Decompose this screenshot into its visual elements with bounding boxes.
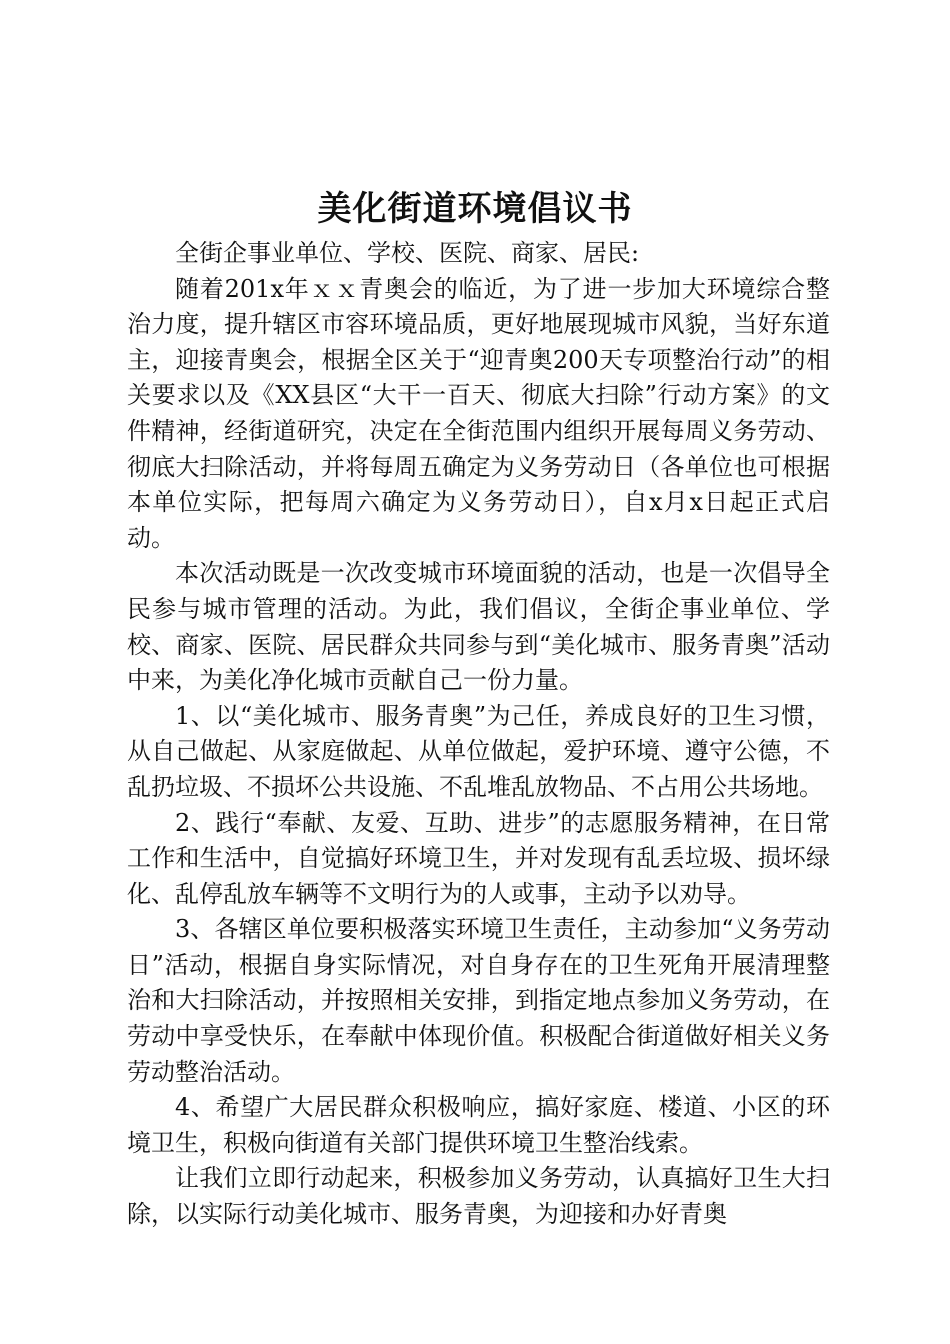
paragraph-intro: 随着201x年ｘｘ青奥会的临近，为了进一步加大环境综合整治力度，提升辖区市容环境品质，更好地展现城市风貌，当好东道主，迎接青奥会，根据全区关于“迎青奥200天专项整治行动”的相关要求以及《XX县区“大干一百天、彻底大扫除”行动方案》的文件精神，经街道研究，决定在全街范围内组织开展每周义务劳动、彻底大扫除活动，并将每周五确定为义务劳动日（各单位也可根据本单位实际，把每周六确定为义务劳动日），自x月x日起正式启动。 — [127, 274, 830, 552]
document-body — [127, 236, 830, 1233]
paragraph-purpose: 本次活动既是一次改变城市环境面貌的活动，也是一次倡导全民参与城市管理的活动。为此，我们倡议，全街企事业单位、学校、商家、医院、居民群众共同参与到“美化城市、服务青奥”活动中来，为美化净化城市贡献自己一份力量。 — [127, 559, 830, 695]
paragraph-item-1: 1、以“美化城市、服务青奥”为己任，养成良好的卫生习惯，从自己做起、从家庭做起、从单位做起，爱护环境、遵守公德，不乱扔垃圾、不损坏公共设施、不乱堆乱放物品、不占用公共场地。 — [127, 701, 830, 801]
salutation: 全街企事业单位、学校、医院、商家、居民: — [175, 239, 640, 267]
paragraph-closing: 让我们立即行动起来，积极参加义务劳动，认真搞好卫生大扫除，以实际行动美化城市、服务青奥，为迎接和办好青奥 — [127, 1164, 830, 1229]
paragraph-item-3: 3、各辖区单位要积极落实环境卫生责任，主动参加“义务劳动日”活动，根据自身实际情况，对自身存在的卫生死角开展清理整治和大扫除活动，并按照相关安排，到指定地点参加义务劳动，在劳动中享受快乐，在奉献中体现价值。积极配合街道做好相关义务劳动整治活动。 — [127, 915, 830, 1086]
paragraph-item-2: 2、践行“奉献、友爱、互助、进步”的志愿服务精神，在日常工作和生活中，自觉搞好环境卫生，并对发现有乱丢垃圾、损坏绿化、乱停乱放车辆等不文明行为的人或事，主动予以劝导。 — [127, 808, 830, 908]
document-title: 美化街道环境倡议书 — [317, 189, 633, 229]
paragraph-item-4: 4、希望广大居民群众积极响应，搞好家庭、楼道、小区的环境卫生，积极向街道有关部门提供环境卫生整治线索。 — [127, 1093, 830, 1157]
